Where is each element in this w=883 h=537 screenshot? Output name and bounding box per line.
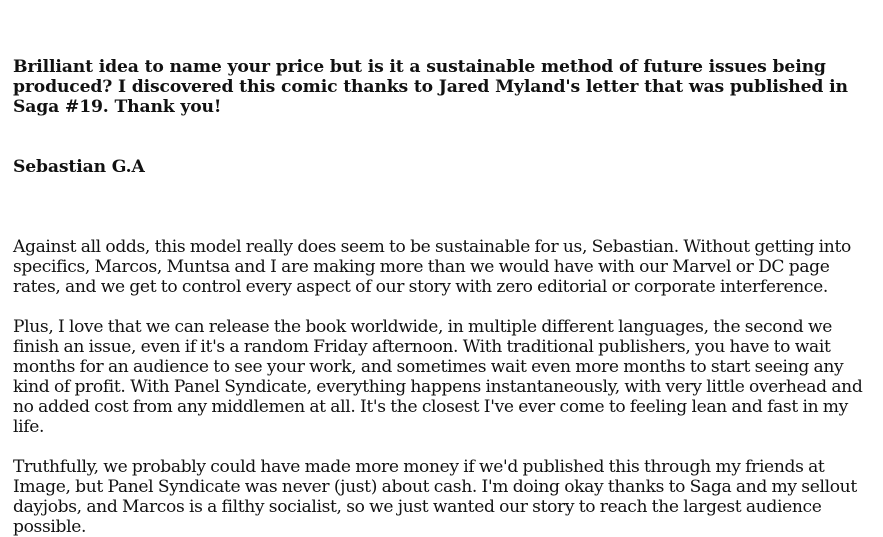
reply-paragraph-2: Plus, I love that we can release the book worldwide, in multiple different languages, the second we finish an issue, even if it's a random Friday afternoon. With traditional publishers, you have to wait months for an audience to see your work, and sometimes wait even more months to start seeing any kind of profit. With Panel Syndicate, everything happens instantaneously, with very little overhead and no added cost from any middlemen at all. It's the closest I've ever come to feeling lean and fast in my life. xyxy=(13,317,863,437)
letter-text: Brilliant idea to name your price but is it a sustainable method of future issues being produced? I discovered this comic thanks to Jared Myland's letter that was published in Saga #19. Thank you! xyxy=(13,57,854,117)
letter-signature: Sebastian G.A xyxy=(13,157,145,177)
reply-paragraph-1: Against all odds, this model really does seem to be sustainable for us, Sebastian. Without getting into specifics, Marcos, Muntsa and I are making more than we would have with our Marvel or DC page rates, and we get to control every aspect of our story with zero editorial or corporate interference. xyxy=(13,237,851,297)
reply-paragraph-3: Truthfully, we probably could have made more money if we'd published this through my friends at Image, but Panel Syndicate was never (just) about cash. I'm doing okay thanks to Saga and my sellout dayjobs, and Marcos is a filthy socialist, so we just wanted our story to reach the largest audience possible. xyxy=(13,457,857,537)
reader-letter xyxy=(13,17,879,217)
letters-page xyxy=(13,17,879,537)
